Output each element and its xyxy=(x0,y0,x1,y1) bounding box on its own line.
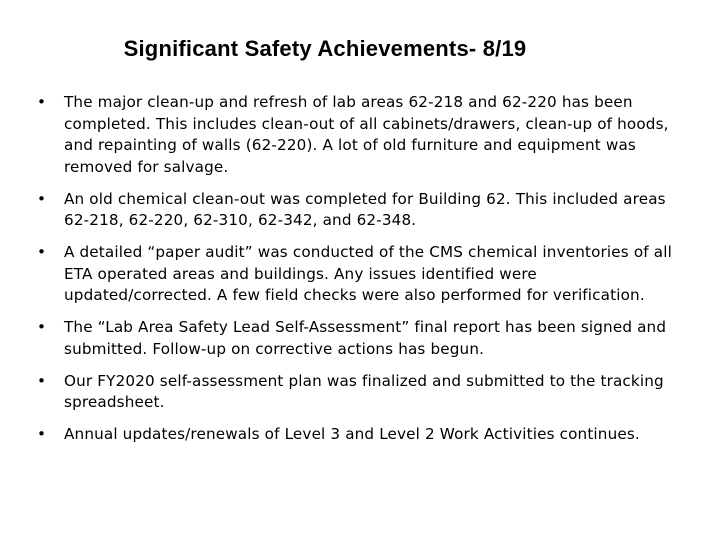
bullet-text: The major clean-up and refresh of lab areas 62-218 and 62-220 has been completed. This includes clean-out of all cabinets/drawers, clean-up of hoods, and repainting of walls (62-220). A lot of old furniture and equipment was removed for salvage. xyxy=(64,93,669,176)
bullet-item-chemical-cleanout xyxy=(37,189,687,232)
bullet-text: An old chemical clean-out was completed for Building 62. This included areas 62-218, 62-220, 62-310, 62-342, and 62-348. xyxy=(64,189,666,229)
bullet-item-fy2020-plan xyxy=(37,371,687,414)
bullet-text: The “Lab Area Safety Lead Self-Assessment” final report has been signed and submitted. Follow-up on corrective actions has begun. xyxy=(64,318,667,358)
bullet-marker: • xyxy=(37,318,47,336)
bullet-text: Annual updates/renewals of Level 3 and Level 2 Work Activities continues. xyxy=(64,425,640,443)
bullet-marker: • xyxy=(37,371,47,390)
bullet-item-self-assessment-report xyxy=(37,317,687,360)
bullet-marker: • xyxy=(37,93,47,111)
slide-title: Significant Safety Achievements- 8/19 xyxy=(123,36,527,61)
bullet-list xyxy=(37,92,687,456)
bullet-item-cleanup xyxy=(37,92,687,178)
bullet-item-paper-audit xyxy=(37,242,687,307)
bullet-marker: • xyxy=(37,243,47,261)
bullet-marker: • xyxy=(37,189,47,208)
bullet-text: A detailed “paper audit” was conducted of the CMS chemical inventories of all ETA operated areas and buildings. Any issues identified were updated/corrected. A few field checks were also performed for verification. xyxy=(64,243,672,304)
bullet-item-work-activities xyxy=(37,424,687,446)
bullet-marker: • xyxy=(37,425,47,443)
bullet-text: Our FY2020 self-assessment plan was finalized and submitted to the tracking spreadsheet. xyxy=(64,371,664,411)
